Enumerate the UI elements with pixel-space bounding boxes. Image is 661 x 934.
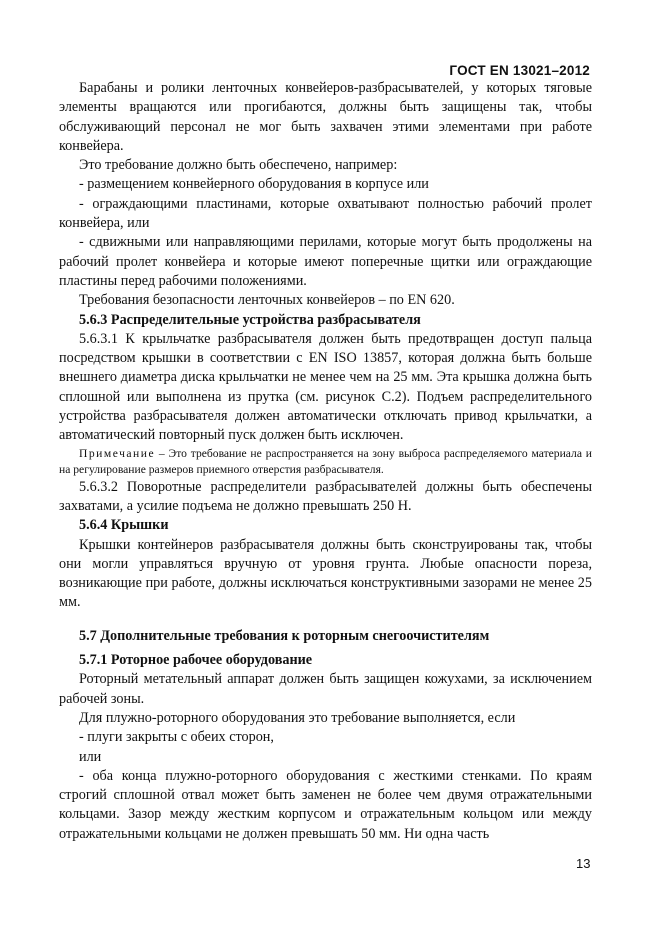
paragraph: Барабаны и ролики ленточных конвейеров-разбрасывателей, у которых тяговые элементы вращаются или прогибаются, должны быть защищены так, чтобы обслуживающий персонал не мог быть захвачен этими элементами при работе конвейера. (59, 80, 592, 154)
list-item: - ограждающими пластинами, которые охватывают полностью рабочий пролет конвейера, или (59, 195, 592, 232)
paragraph: или (79, 748, 102, 765)
paragraph: Требования безопасности ленточных конвейеров – по EN 620. (79, 292, 455, 309)
section-heading: 5.6.4 Крышки (79, 517, 169, 534)
section-heading: 5.6.3 Распределительные устройства разбрасывателя (79, 311, 421, 328)
list-item: - оба конца плужно-роторного оборудования с жесткими стенками. По краям строгий сплошной отвал может быть заменен не более чем двумя отражательными кольцами. Зазор между жестким корпусом и отражательным кольцом или между отражательными кольцами не должен превышать 50 мм. Ни одна часть (59, 767, 592, 842)
document-header: ГОСТ EN 13021–2012 (449, 63, 590, 78)
section-heading: 5.7.1 Роторное рабочее оборудование (79, 652, 313, 669)
paragraph: Для плужно-роторного оборудования это требование выполняется, если (79, 709, 516, 726)
document-body (59, 79, 592, 844)
list-item: - размещением конвейерного оборудования в корпусе или (79, 176, 429, 193)
list-item: - сдвижными или направляющими перилами, которые могут быть продолжены на рабочий пролет конвейера и которые имеют поперечные щитки или ограждающие пластины перед рабочими положениями. (59, 234, 592, 289)
paragraph: 5.6.3.1 К крыльчатке разбрасывателя должен быть предотвращен доступ пальца посредством крышки в соответствии с EN ISO 13857, которая должна быть больше внешнего диаметра диска крыльчатки не менее чем на 25 мм. Эта крышка должна быть сплошной или выполнена из прутка (см. рисунок С.2). Подъем распределительного устройства разбрасывателя должен автоматически отключать привод крыльчатки, а автоматический повторный пуск должен быть исключен. (59, 330, 592, 444)
note (59, 446, 592, 478)
note-text: – Это требование не распространяется на зону выброса распределяемого материала и на регулирование размеров приемного отверстия разбрасывателя. (59, 446, 592, 476)
paragraph: Это требование должно быть обеспечено, например: (79, 157, 398, 174)
note-label: Примечание (79, 446, 156, 460)
paragraph: Роторный метательный аппарат должен быть защищен кожухами, за исключением рабочей зоны. (59, 671, 592, 707)
list-item: - плуги закрыты с обеих сторон, (79, 729, 274, 746)
section-heading: 5.7 Дополнительные требования к роторным снегоочистителям (79, 627, 490, 644)
page-number: 13 (576, 856, 591, 871)
paragraph: 5.6.3.2 Поворотные распределители разбрасывателей должны быть обеспечены захватами, а усилие подъема не должно превышать 250 Н. (59, 478, 592, 514)
paragraph: Крышки контейнеров разбрасывателя должны быть сконструированы так, чтобы они могли управляться вручную от уровня грунта. Любые опасности пореза, возникающие при работе, должны исключаться конструктивными зазорами не менее 25 мм. (59, 536, 592, 611)
